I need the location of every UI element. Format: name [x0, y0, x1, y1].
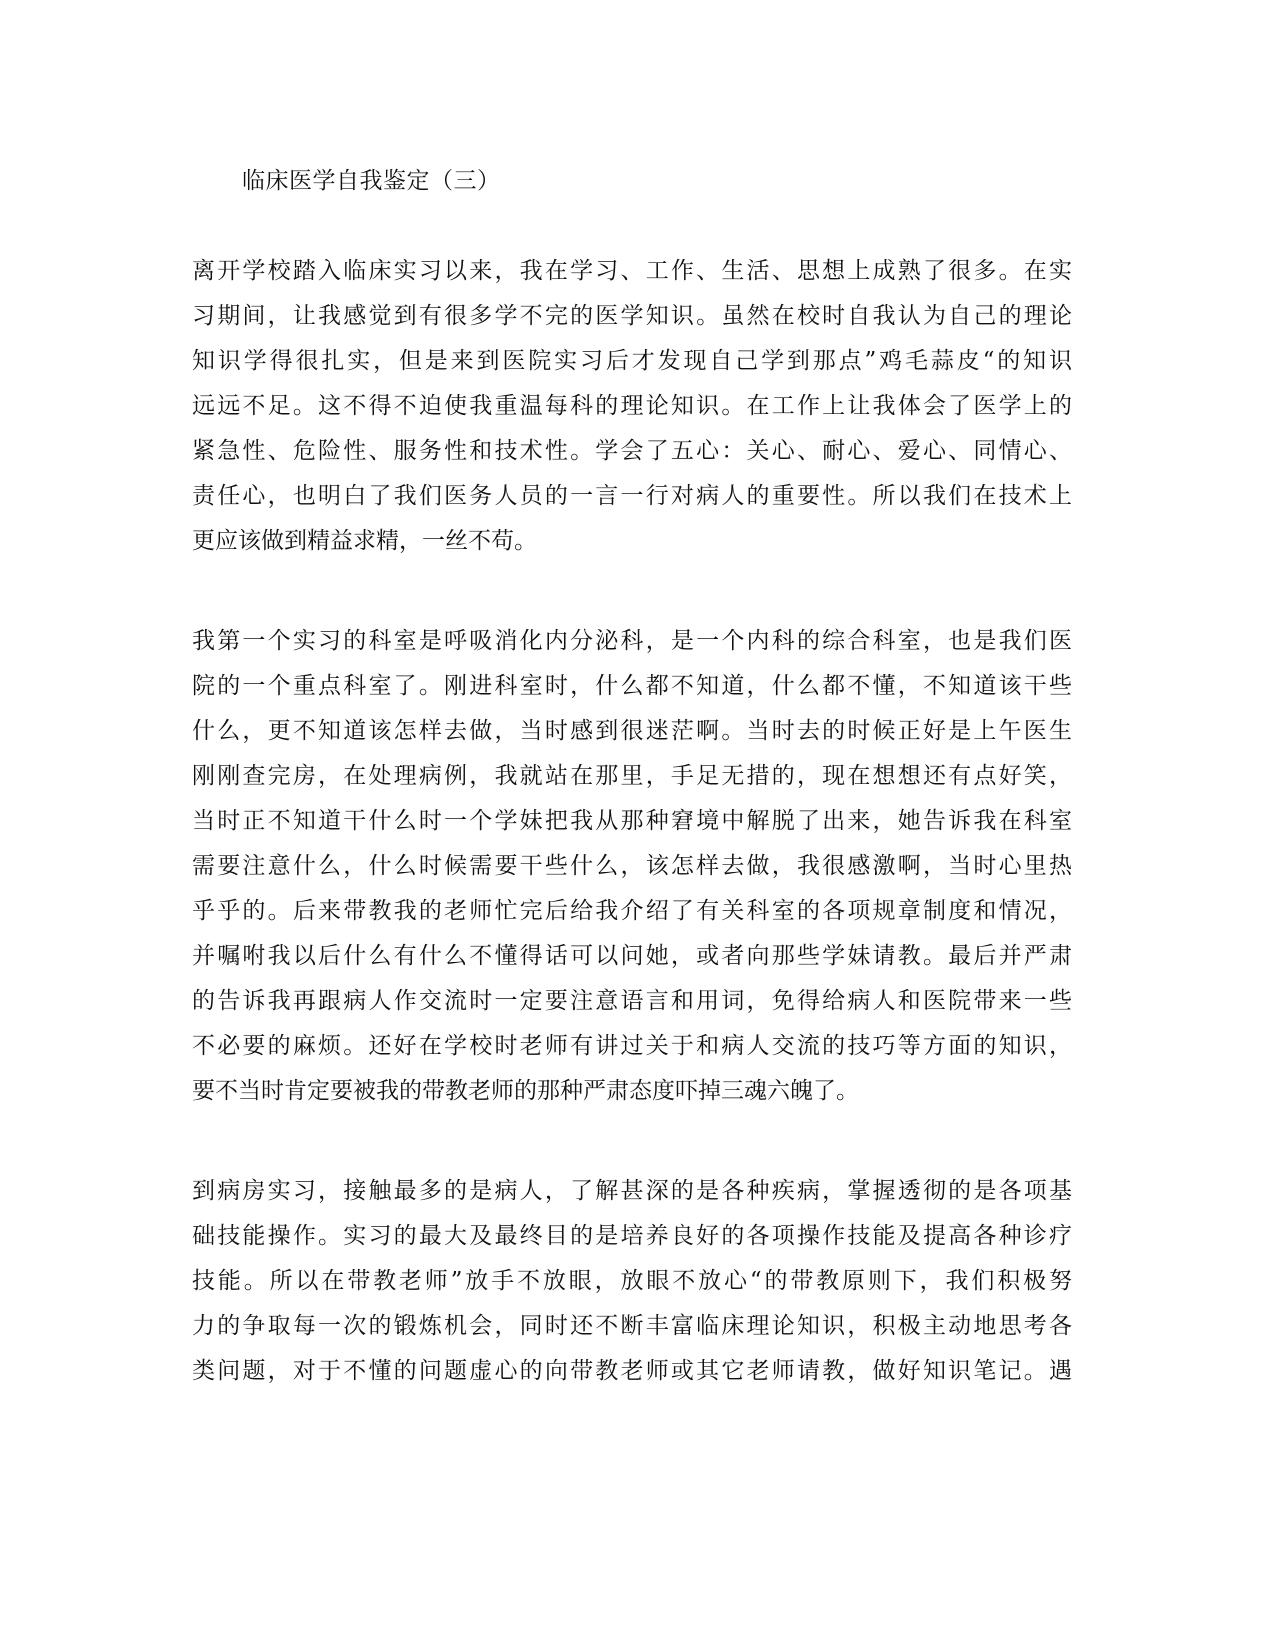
paragraph-3-line-1: 到病房实习，接触最多的是病人，了解甚深的是各种疾病，掌握透彻的是各项基	[192, 1178, 1072, 1204]
paragraph-1-line-7: 更应该做到精益求精，一丝不苟。	[192, 528, 537, 554]
paragraph-3-line-5: 类问题，对于不懂的问题虚心的向带教老师或其它老师请教，做好知识笔记。遇	[192, 1358, 1072, 1384]
paragraph-3-line-4: 力的争取每一次的锻炼机会，同时还不断丰富临床理论知识，积极主动地思考各	[192, 1313, 1072, 1339]
paragraph-1-line-3: 知识学得很扎实，但是来到医院实习后才发现自己学到那点”鸡毛蒜皮“的知识	[192, 348, 1072, 374]
paragraph-2-line-4: 刚刚查完房，在处理病例，我就站在那里，手足无措的，现在想想还有点好笑，	[192, 763, 1072, 789]
paragraph-2-line-7: 乎乎的。后来带教我的老师忙完后给我介绍了有关科室的各项规章制度和情况，	[192, 898, 1072, 924]
paragraph-2-line-11: 要不当时肯定要被我的带教老师的那种严肃态度吓掉三魂六魄了。	[192, 1078, 859, 1104]
paragraph-2-line-2: 院的一个重点科室了。刚进科室时，什么都不知道，什么都不懂，不知道该干些	[192, 673, 1072, 699]
paragraph-3-line-3: 技能。所以在带教老师”放手不放眼，放眼不放心“的带教原则下，我们积极努	[192, 1268, 1072, 1294]
paragraph-2-line-3: 什么，更不知道该怎样去做，当时感到很迷茫啊。当时去的时候正好是上午医生	[192, 718, 1072, 744]
paragraph-2-line-9: 的告诉我再跟病人作交流时一定要注意语言和用词，免得给病人和医院带来一些	[192, 988, 1072, 1014]
paragraph-1-line-6: 责任心，也明白了我们医务人员的一言一行对病人的重要性。所以我们在技术上	[192, 483, 1072, 509]
paragraph-2-line-8: 并嘱咐我以后什么有什么不懂得话可以问她，或者向那些学妹请教。最后并严肃	[192, 943, 1072, 969]
paragraph-1-line-5: 紧急性、危险性、服务性和技术性。学会了五心：关心、耐心、爱心、同情心、	[192, 438, 1072, 464]
paragraph-1-line-2: 习期间，让我感觉到有很多学不完的医学知识。虽然在校时自我认为自己的理论	[192, 303, 1072, 329]
document-title: 临床医学自我鉴定（三）	[242, 168, 501, 194]
paragraph-2-line-1: 我第一个实习的科室是呼吸消化内分泌科，是一个内科的综合科室，也是我们医	[192, 628, 1072, 654]
paragraph-2-line-10: 不必要的麻烦。还好在学校时老师有讲过关于和病人交流的技巧等方面的知识，	[192, 1033, 1072, 1059]
paragraph-1-line-4: 远远不足。这不得不迫使我重温每科的理论知识。在工作上让我体会了医学上的	[192, 393, 1072, 419]
paragraph-2-line-6: 需要注意什么，什么时候需要干些什么，该怎样去做，我很感激啊，当时心里热	[192, 853, 1072, 879]
paragraph-1-line-1: 离开学校踏入临床实习以来，我在学习、工作、生活、思想上成熟了很多。在实	[192, 258, 1072, 284]
paragraph-2-line-5: 当时正不知道干什么时一个学妹把我从那种窘境中解脱了出来，她告诉我在科室	[192, 808, 1072, 834]
paragraph-3-line-2: 础技能操作。实习的最大及最终目的是培养良好的各项操作技能及提高各种诊疗	[192, 1223, 1072, 1249]
